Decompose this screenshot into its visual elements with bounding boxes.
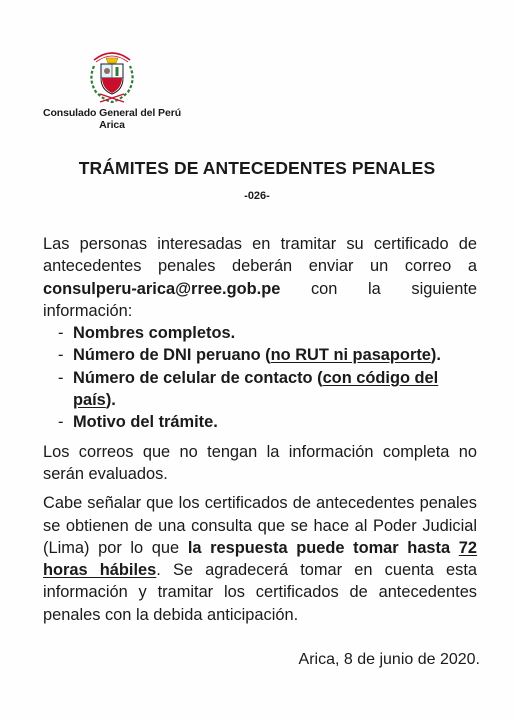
requirement-dni-note: no RUT ni pasaporte	[270, 346, 431, 365]
intro-paragraph	[43, 233, 477, 322]
note-paragraph: Los correos que no tengan la información completa no serán evaluados.	[43, 442, 477, 483]
requirement-dni-pre: Número de DNI peruano (	[73, 346, 271, 365]
requirements-list	[43, 322, 477, 433]
list-dash: -	[58, 368, 64, 387]
document-body	[43, 233, 477, 626]
closing-paragraph	[43, 492, 477, 626]
list-dash: -	[58, 346, 64, 365]
intro-text-after: con la siguiente información:	[43, 279, 477, 320]
list-item	[43, 322, 477, 344]
closing-bold-text: la respuesta puede tomar hasta	[187, 538, 451, 557]
document-date: Arica, 8 de junio de 2020.	[298, 651, 480, 668]
consulate-name-line2: Arica	[99, 119, 125, 131]
list-item	[43, 344, 477, 366]
requirement-phone-note: con código del país	[73, 368, 439, 410]
intro-text: Las personas interesadas en tramitar su certificado de antecedentes penales deberán enviar un correo a	[43, 235, 477, 276]
list-item	[43, 411, 477, 433]
closing-text-post: . Se agradecerá tomar en cuenta esta información y tramitar los certificados de antecedentes penales con la debida anticipación.	[43, 561, 477, 624]
consulate-name	[42, 107, 182, 131]
closing-response-time: 72 horas hábiles	[43, 538, 478, 580]
list-dash: -	[58, 413, 64, 432]
requirement-full-names: Nombres completos.	[73, 324, 236, 343]
list-dash: -	[58, 324, 64, 343]
contact-email: consulperu-arica@rree.gob.pe	[43, 279, 281, 298]
consulate-name-line1: Consulado General del Perú	[42, 107, 182, 119]
closing-text-pre: Cabe señalar que los certificados de antecedentes penales se obtienen de una consulta que se hace al Poder Judicial (Lima) por lo que	[43, 494, 477, 557]
requirement-phone-pre: Número de celular de contacto (	[73, 368, 323, 387]
requirement-reason: Motivo del trámite.	[73, 413, 218, 432]
requirement-phone-post: ).	[105, 391, 116, 410]
requirement-dni-post: ).	[430, 346, 441, 365]
document-title: TRÁMITES DE ANTECEDENTES PENALES	[78, 158, 436, 178]
document-code: -026-	[244, 190, 270, 202]
peru-coat-of-arms-logo	[86, 44, 138, 106]
list-item	[43, 367, 477, 412]
